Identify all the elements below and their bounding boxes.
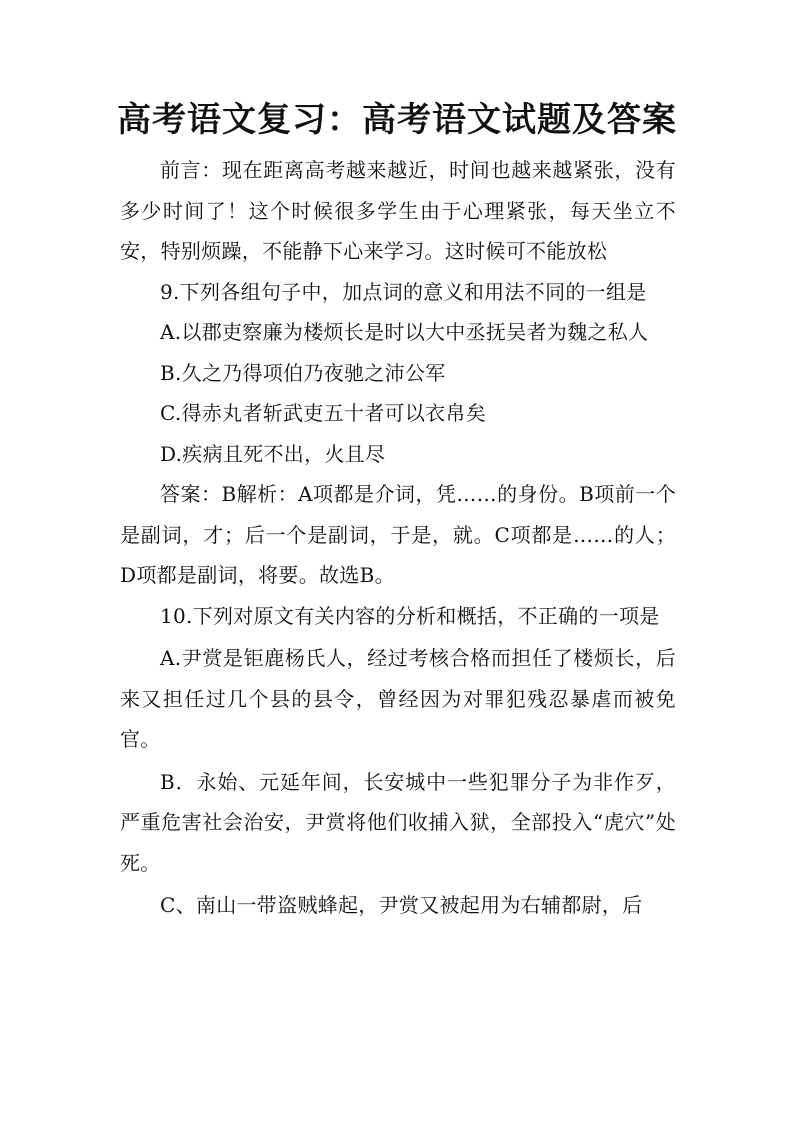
document-title: 高考语文复习：高考语文试题及答案: [117, 100, 677, 140]
question-9-option-b: B.久之乃得项伯乃夜驰之沛公军: [160, 360, 446, 385]
question-10-option-a: A.尹赏是钜鹿杨氏人，经过考核合格而担任了楼烦长，后来又担任过几个县的县令，曾经因为对罪犯残忍暴虐而被免官。: [120, 646, 676, 751]
question-10-option-b: B．永始、元延年间，长安城中一些犯罪分子为非作歹，严重危害社会治安，尹赏将他们收捕入狱，全部投入“虎穴”处死。: [120, 769, 676, 875]
preface-paragraph: 前言：现在距离高考越来越近，时间也越来越紧张，没有多少时间了！这个时候很多学生由于心理紧张，每天坐立不安，特别烦躁，不能静下心来学习。这时候可不能放松: [120, 158, 676, 263]
document-body: [120, 150, 676, 926]
question-9-option-d: D.疾病且死不出，火且尽: [160, 441, 386, 466]
question-10-stem: 10.下列对原文有关内容的分析和概括，不正确的一项是: [160, 603, 660, 628]
question-9-stem: 9.下列各组句子中，加点词的意义和用法不同的一组是: [160, 279, 647, 304]
question-9-option-a: A.以郡吏察廉为楼烦长是时以大中丞抚吴者为魏之私人: [160, 320, 649, 344]
question-10-option-c: C、南山一带盗贼蜂起，尹赏又被起用为右辅都尉，后: [160, 893, 643, 917]
question-9-option-c: C.得赤丸者斩武吏五十者可以衣帛矣: [160, 401, 487, 425]
question-9-answer: 答案：B解析：A项都是介词，凭……的身份。B项前一个是副词，才；后一个是副词，于是，就。C项都是……的人；D项都是副词，将要。故选B。: [120, 482, 676, 587]
